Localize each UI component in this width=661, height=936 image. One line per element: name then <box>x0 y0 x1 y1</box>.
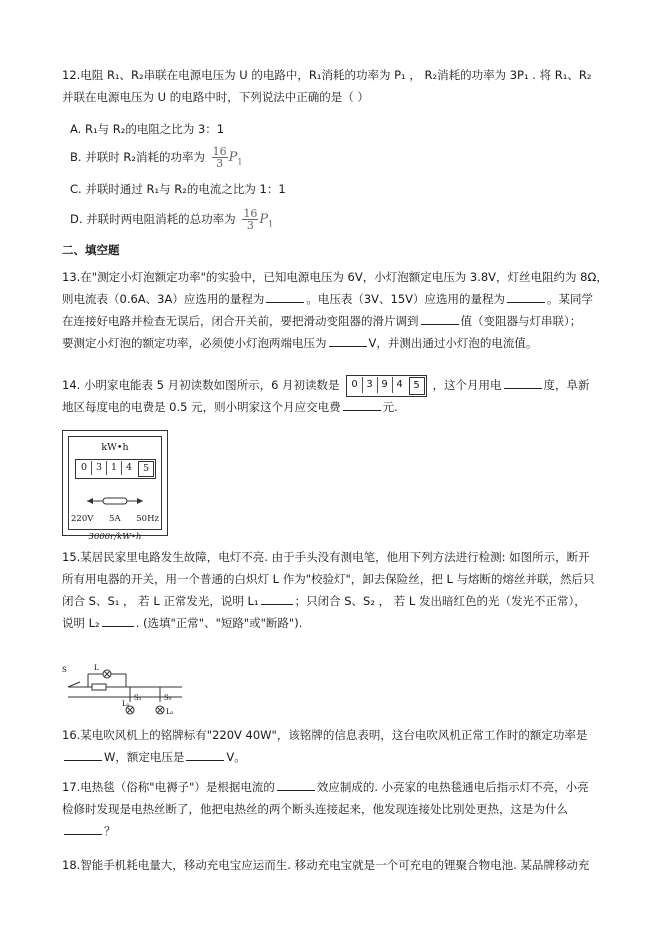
answer-blank <box>507 290 545 303</box>
question-13 <box>62 266 607 354</box>
label-s2: S₂ <box>164 694 172 702</box>
q12-option-d <box>62 208 615 236</box>
fraction-16-3 <box>212 146 228 169</box>
label-l: L <box>94 664 99 672</box>
power-var: $P_1$ <box>259 212 274 229</box>
section-title: 二、填空题 <box>62 243 120 257</box>
q12-stem-line2: 并联在电源电压为 U 的电路中时，下列说法中正确的是（ ） <box>62 90 369 104</box>
q14-line1: 14. 小明家电能表 5 月初读数如图所示，6 月初读数是 0 3 9 4 5 ，这个月用电 度，阜新 <box>62 374 607 396</box>
question-16 <box>62 724 607 768</box>
answer-blank <box>261 592 293 605</box>
q17-line3: ？ <box>62 820 607 842</box>
answer-blank <box>329 334 367 347</box>
q16-line1: 16.某电吹风机上的铭牌标有"220V 40W"，该铭牌的信息表明，这台电吹风机正常工作时的额定功率是 <box>62 728 588 742</box>
meter-specs: 220V 5A 50Hz <box>71 514 159 524</box>
meter-rate: 3000r/kW•h <box>88 532 142 542</box>
answer-blank <box>421 312 459 325</box>
answer-blank <box>277 778 315 791</box>
q14-line2: 地区每度电的电费是 0.5 元，则小明家这个月应交电费 元. <box>62 400 398 414</box>
meter-digits: 0 3 1 4 5 <box>75 459 156 479</box>
question-15 <box>62 546 607 634</box>
answer-blank <box>64 822 102 835</box>
june-reading: 0 3 9 4 5 <box>346 375 427 397</box>
q13-line1: 13.在"测定小灯泡额定功率"的实验中，已知电源电压为 6V，小灯泡额定电压为 3.8V，灯丝电阻约为 8Ω， <box>62 270 608 284</box>
q15-line3: 闭合 S、S₁ ， 若 L 正常发光，说明 L₁ ；只闭合 S、S₂ ， 若 L 发出暗红色的光（发光不正常）， <box>62 594 586 608</box>
power-var: $P_1$ <box>228 150 243 167</box>
fraction-denominator: 3 <box>216 157 224 170</box>
q13-line4: 要测定小灯泡的额定功率，必须使小灯泡两端电压为 V，并测出通过小灯泡的电流值。 <box>62 336 538 350</box>
q17-line1: 17.电热毯（俗称"电褥子"）是根据电流的 效应制成的. 小亮家的电热毯通电后指示灯不亮，小亮 <box>62 780 589 794</box>
answer-blank <box>186 748 224 761</box>
q13-line2: 则电流表（0.6A、3A）应选用的量程为 。电压表（3V、15V）应选用的量程为 。某同学 <box>62 292 594 306</box>
q17-line2: 检修时发现是电热丝断了，他把电热丝的两个断头连接起来，他发现连接处比别处更热，这是为什么 <box>62 802 568 816</box>
q15-line1: 15.某居民家里电路发生故障，电灯不亮. 由于手头没有测电笔，他用下列方法进行检测: 如图所示，断开 <box>62 550 590 564</box>
answer-blank <box>343 398 381 411</box>
q15-line2: 所有用电器的开关，用一个普通的白炽灯 L 作为"校验灯"，卸去保险丝，把 L 与熔断的熔丝并联，然后只 <box>62 572 595 586</box>
label-l1: L₁ <box>122 700 130 708</box>
q12-option-a: A. R₁与 R₂的电阻之比为 3：1 <box>70 122 225 136</box>
label-s: S <box>62 666 67 674</box>
q12-option-c: C. 并联时通过 R₁与 R₂的电流之比为 1：1 <box>70 182 286 196</box>
label-l2: L₂ <box>166 708 174 716</box>
fraction-numerator: 16 <box>212 145 227 158</box>
q12-option-b <box>62 146 615 174</box>
q12-option-b-text: B. 并联时 R₂消耗的功率为 <box>70 150 205 164</box>
question-17 <box>62 776 607 842</box>
q16-line2: W，额定电压是 V。 <box>62 746 607 768</box>
q15-line4: 说明 L₂ . (选填"正常"、"短路"或"断路"). <box>62 616 303 630</box>
meter-disc-icon <box>85 495 145 507</box>
question-14 <box>62 374 607 418</box>
answer-blank <box>504 376 542 389</box>
fraction-denominator: 3 <box>246 219 254 232</box>
q12-stem-line1: 12.电阻 R₁、R₂串联在电源电压为 U 的电路中，R₁消耗的功率为 P₁ ， R₂消耗的功率为 3P₁ . 将 R₁、R₂ <box>62 68 592 82</box>
label-s1: S₁ <box>134 694 142 702</box>
q13-line3: 在连接好电路并检查无误后，闭合开关前，要把滑动变阻器的滑片调到 值（变阻器与灯串联）； <box>62 314 582 328</box>
answer-blank <box>64 748 102 761</box>
fraction-numerator: 16 <box>243 207 258 220</box>
fraction-16-3 <box>242 208 258 231</box>
meter-unit: kW•h <box>101 442 129 453</box>
circuit-diagram <box>58 654 182 720</box>
question-18 <box>62 854 607 876</box>
question-12 <box>62 64 607 108</box>
answer-blank <box>102 614 134 627</box>
electric-meter-figure <box>62 430 168 542</box>
q12-option-d-text: D. 并联时两电阻消耗的总功率为 <box>70 212 236 226</box>
q18-line1: 18.智能手机耗电量大，移动充电宝应运而生. 移动充电宝就是一个可充电的锂聚合物电池. 某品牌移动充 <box>62 858 590 872</box>
answer-blank <box>266 290 304 303</box>
